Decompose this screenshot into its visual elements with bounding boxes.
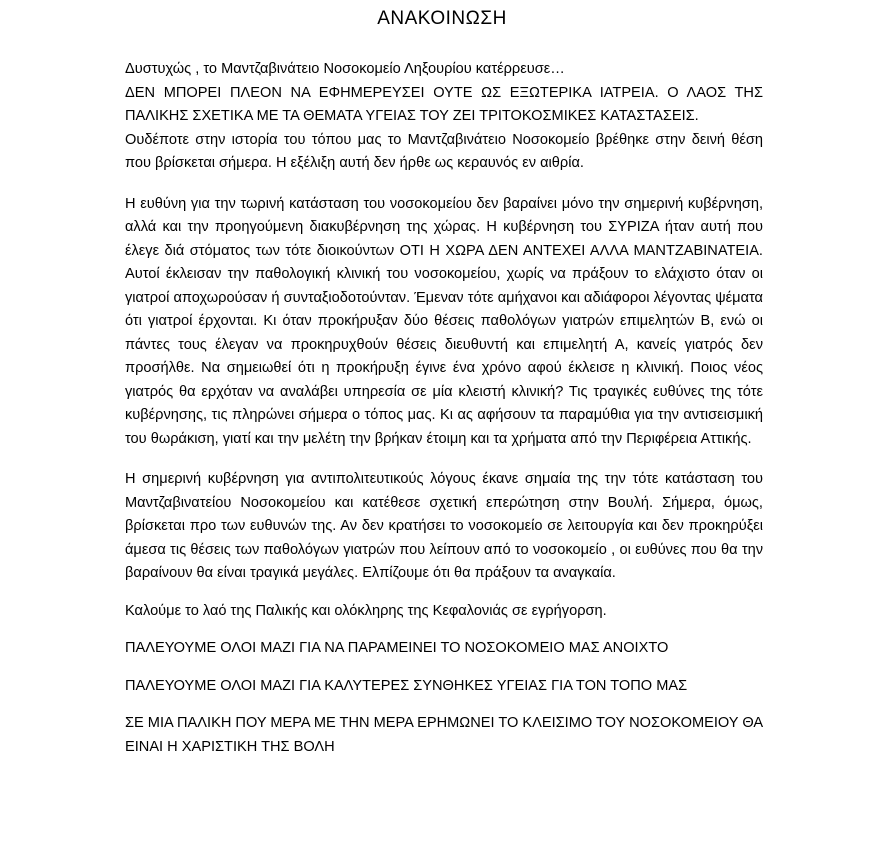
paragraph-responsibility: Η ευθύνη για την τωρινή κατάσταση του νοσοκομείου δεν βαραίνει μόνο την σημερινή κυβέρνηση, αλλά και την προηγούμενη διακυβέρνηση της χώρας. Η κυβέρνηση του ΣΥΡΙΖΑ ήταν αυτή που έλεγε διά στόματος των τότε διοικούντων ΟΤΙ Η ΧΩΡΑ ΔΕΝ ΑΝΤΕΧΕΙ ΑΛΛΑ ΜΑΝΤΖΑΒΙΝΑΤΕΙΑ. Αυτοί έκλεισαν την παθολογική κλινική του νοσοκομείου, χωρίς να πράξουν το ελάχιστο όταν οι γιατροί αποχωρούσαν ή συνταξιοδοτούνταν. Έμεναν τότε αμήχανοι και αδιάφοροι λέγοντας ψέματα ότι γιατροί έρχονται. Κι όταν προκήρυξαν δύο θέσεις παθολόγων γιατρών επιμελητών Β, ενώ οι πάντες τους έλεγαν να προκηρυχθούν θέσεις διευθυντή και επιμελητή Α, κανείς γιατρός δεν προσήλθε. Να σημειωθεί ότι η προκήρυξη έγινε ένα χρόνο αφού έκλεισε η κλινική. Ποιος νέος γιατρός θα ερχόταν να αναλάβει υπηρεσία σε μία κλειστή κλινική? Τις τραγικές ευθύνες της τότε κυβέρνησης, τις πληρώνει σήμερα ο τόπος μας. Κι ας αφήσουν τα παραμύθια για την αντισεισμική του θωράκιση, γιατί και την μελέτη την βρήκαν έτοιμη και τα χρήματα από την Περιφέρεια Αττικής.: [125, 195, 763, 447]
slogan-better-health-conditions: ΠΑΛΕΥΟΥΜΕ ΟΛΟΙ ΜΑΖΙ ΓΙΑ ΚΑΛΥΤΕΡΕΣ ΣΥΝΘΗΚΕΣ ΥΓΕΙΑΣ ΓΙΑ ΤΟΝ ΤΟΠΟ ΜΑΣ: [125, 677, 688, 694]
announcement-title: ΑΝΑΚΟΙΝΩΣΗ: [377, 8, 507, 29]
announcement-body: [125, 58, 763, 759]
intro-line-3: Ουδέποτε στην ιστορία του τόπου μας το Μαντζαβινάτειο Νοσοκομείο βρέθηκε στην δεινή θέση που βρίσκεται σήμερα. Η εξέλιξη αυτή δεν ήρθε ως κεραυνός εν αιθρία.: [125, 131, 763, 171]
slogan-keep-hospital-open: ΠΑΛΕΥΟΥΜΕ ΟΛΟΙ ΜΑΖΙ ΓΙΑ ΝΑ ΠΑΡΑΜΕΙΝΕΙ ΤΟ ΝΟΣΟΚΟΜΕΙΟ ΜΑΣ ΑΝΟΙΧΤΟ: [125, 640, 669, 656]
call-to-vigilance: Καλούμε το λαό της Παλικής και ολόκληρης της Κεφαλονιάς σε εγρήγορση.: [125, 602, 607, 619]
slogan-closure-final-blow: ΣΕ ΜΙΑ ΠΑΛΙΚΗ ΠΟΥ ΜΕΡΑ ΜΕ ΤΗΝ ΜΕΡΑ ΕΡΗΜΩΝΕΙ ΤΟ ΚΛΕΙΣΙΜΟ ΤΟΥ ΝΟΣΟΚΟΜΕΙΟΥ ΘΑ ΕΙΝΑΙ Η ΧΑΡΙΣΤΙΚΗ ΤΗΣ ΒΟΛΗ: [125, 715, 763, 755]
paragraph-current-government: Η σημερινή κυβέρνηση για αντιπολιτευτικούς λόγους έκανε σημαία της την τότε κατάσταση του Μαντζαβινατείου Νοσοκομείου και κατέθεσε σχετική επερώτηση στην Βουλή. Σήμερα, όμως, βρίσκεται προ των ευθυνών της. Αν δεν κρατήσει το νοσοκομείο σε λειτουργία και δεν προκηρύξει άμεσα τις θέσεις των παθολόγων γιατρών που λείπουν από το νοσοκομείο , οι ευθύνες που θα την βαραίνουν θα είναι τραγικά μεγάλες. Ελπίζουμε ότι θα πράξουν τα αναγκαία.: [125, 471, 763, 581]
intro-line-2: ΔΕΝ ΜΠΟΡΕΙ ΠΛΕΟΝ ΝΑ ΕΦΗΜΕΡΕΥΣΕΙ ΟΥΤΕ ΩΣ ΕΞΩΤΕΡΙΚΑ ΙΑΤΡΕΙΑ. Ο ΛΑΟΣ ΤΗΣ ΠΑΛΙΚΗΣ ΣΧΕΤΙΚΑ ΜΕ ΤΑ ΘΕΜΑΤΑ ΥΓΕΙΑΣ ΤΟΥ ΖΕΙ ΤΡΙΤΟΚΟΣΜΙΚΕΣ ΚΑΤΑΣΤΑΣΕΙΣ.: [125, 84, 763, 124]
intro-line-1: Δυστυχώς , το Μαντζαβινάτειο Νοσοκομείο Ληξουρίου κατέρρευσε…: [125, 61, 565, 77]
